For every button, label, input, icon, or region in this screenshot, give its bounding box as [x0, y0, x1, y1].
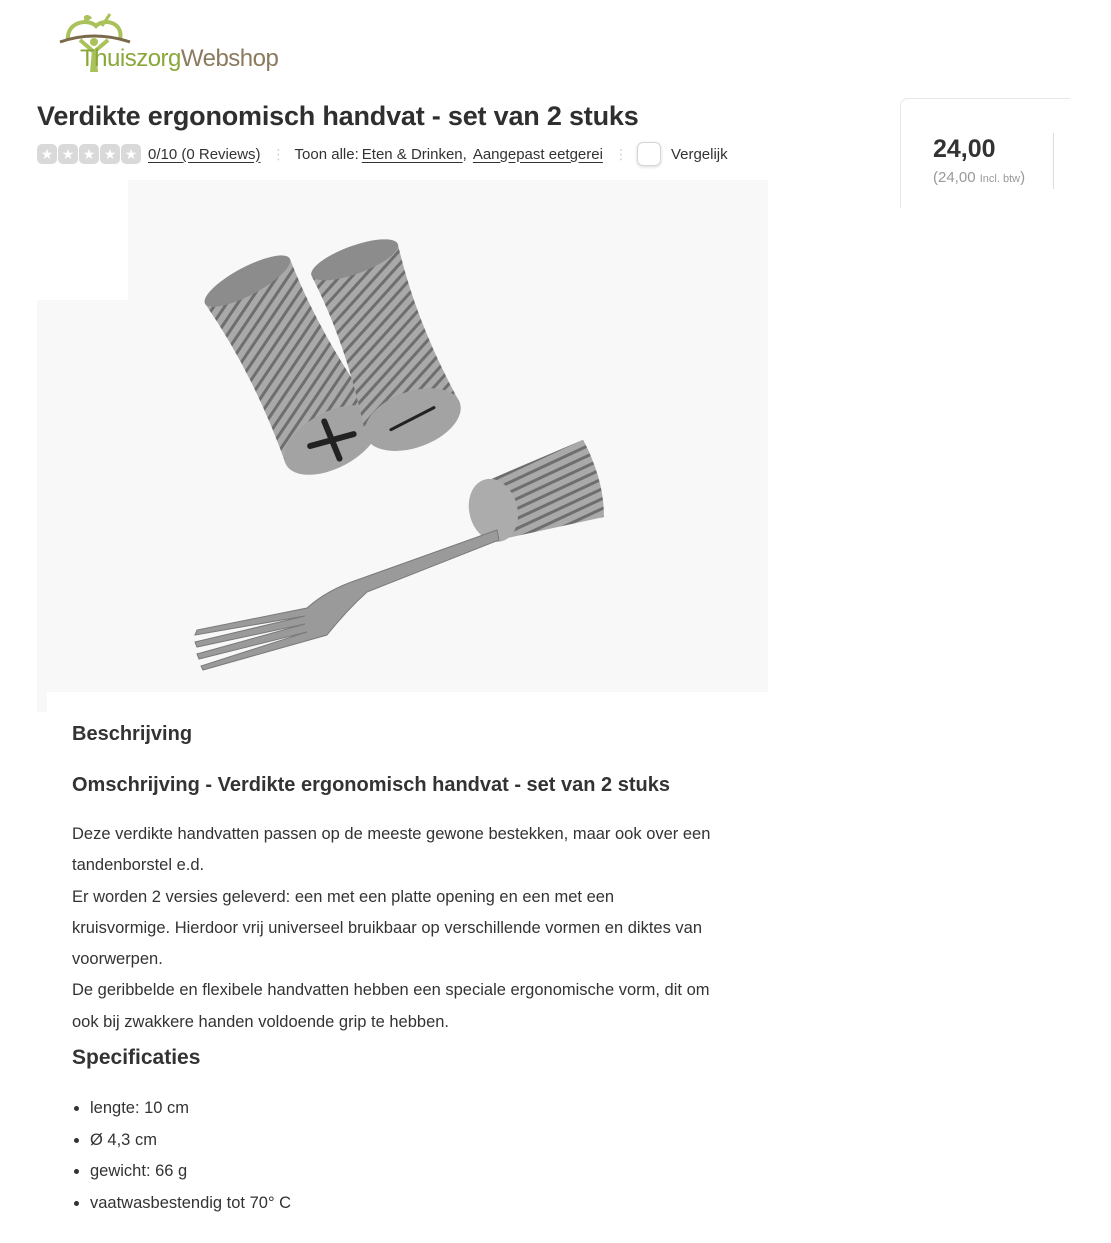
- specs-list: [72, 1093, 812, 1219]
- star-icon: ★: [37, 144, 57, 164]
- category-link-aangepast-eetgerei[interactable]: Aangepast eetgerei: [472, 145, 603, 163]
- product-title: Verdikte ergonomisch handvat - set van 2 stuks: [37, 101, 639, 131]
- spec-item: gewicht: 66 g: [72, 1156, 812, 1188]
- bullet-icon: [74, 1169, 79, 1174]
- spec-item: Ø 4,3 cm: [72, 1125, 812, 1157]
- bullet-icon: [74, 1106, 79, 1111]
- categories-label: Toon alle:: [294, 145, 359, 163]
- image-edge: [37, 692, 47, 712]
- description-section: [72, 718, 812, 1219]
- star-icon: ★: [58, 144, 78, 164]
- price-incl-vat: (24,00 Incl. btw): [933, 169, 1026, 186]
- price-card: [900, 98, 1070, 208]
- price-divider: [1053, 133, 1054, 189]
- separator-dots: ⋮: [271, 145, 285, 162]
- product-meta-row: [37, 141, 728, 167]
- rating-stars[interactable]: [37, 144, 141, 164]
- spec-item: vaatwasbestendig tot 70° C: [72, 1188, 812, 1220]
- reviews-link[interactable]: 0/10 (0 Reviews): [148, 145, 261, 163]
- star-icon: ★: [79, 144, 99, 164]
- star-icon: ★: [121, 144, 141, 164]
- bullet-icon: [74, 1201, 79, 1206]
- specs-title: Specificaties: [72, 1046, 201, 1070]
- description-paragraph: Deze verdikte handvatten passen op de meeste gewone bestekken, maar ook over een tandenborstel e.d. Er worden 2 versies geleverd: een met een platte opening en een met een kruisvormige. Hierdoor vrij universeel bruikbaar op verschillende vormen en diktes van voorwerpen. De geribbelde en flexibele handvatten hebben een speciale ergonomische vorm, dit om ook bij zwakkere handen voldoende grip te hebben.: [72, 825, 711, 1031]
- separator-dots: ⋮: [613, 145, 627, 162]
- comma: ,: [462, 145, 467, 163]
- star-icon: ★: [100, 144, 120, 164]
- product-photo-handles-fork: [37, 180, 768, 692]
- logo-text: ThuiszorgWebshop: [80, 45, 279, 72]
- category-link-eten-drinken[interactable]: Eten & Drinken: [361, 145, 463, 163]
- price-amount: 24,00: [933, 135, 996, 163]
- spec-item: lengte: 10 cm: [72, 1093, 812, 1125]
- description-subtitle: Omschrijving - Verdikte ergonomisch handvat - set van 2 stuks: [72, 774, 670, 796]
- description-tab-title[interactable]: Beschrijving: [72, 723, 193, 745]
- compare-label[interactable]: Vergelijk: [670, 145, 728, 163]
- bullet-icon: [74, 1138, 79, 1143]
- product-image[interactable]: [37, 180, 768, 692]
- compare-checkbox[interactable]: [637, 142, 661, 166]
